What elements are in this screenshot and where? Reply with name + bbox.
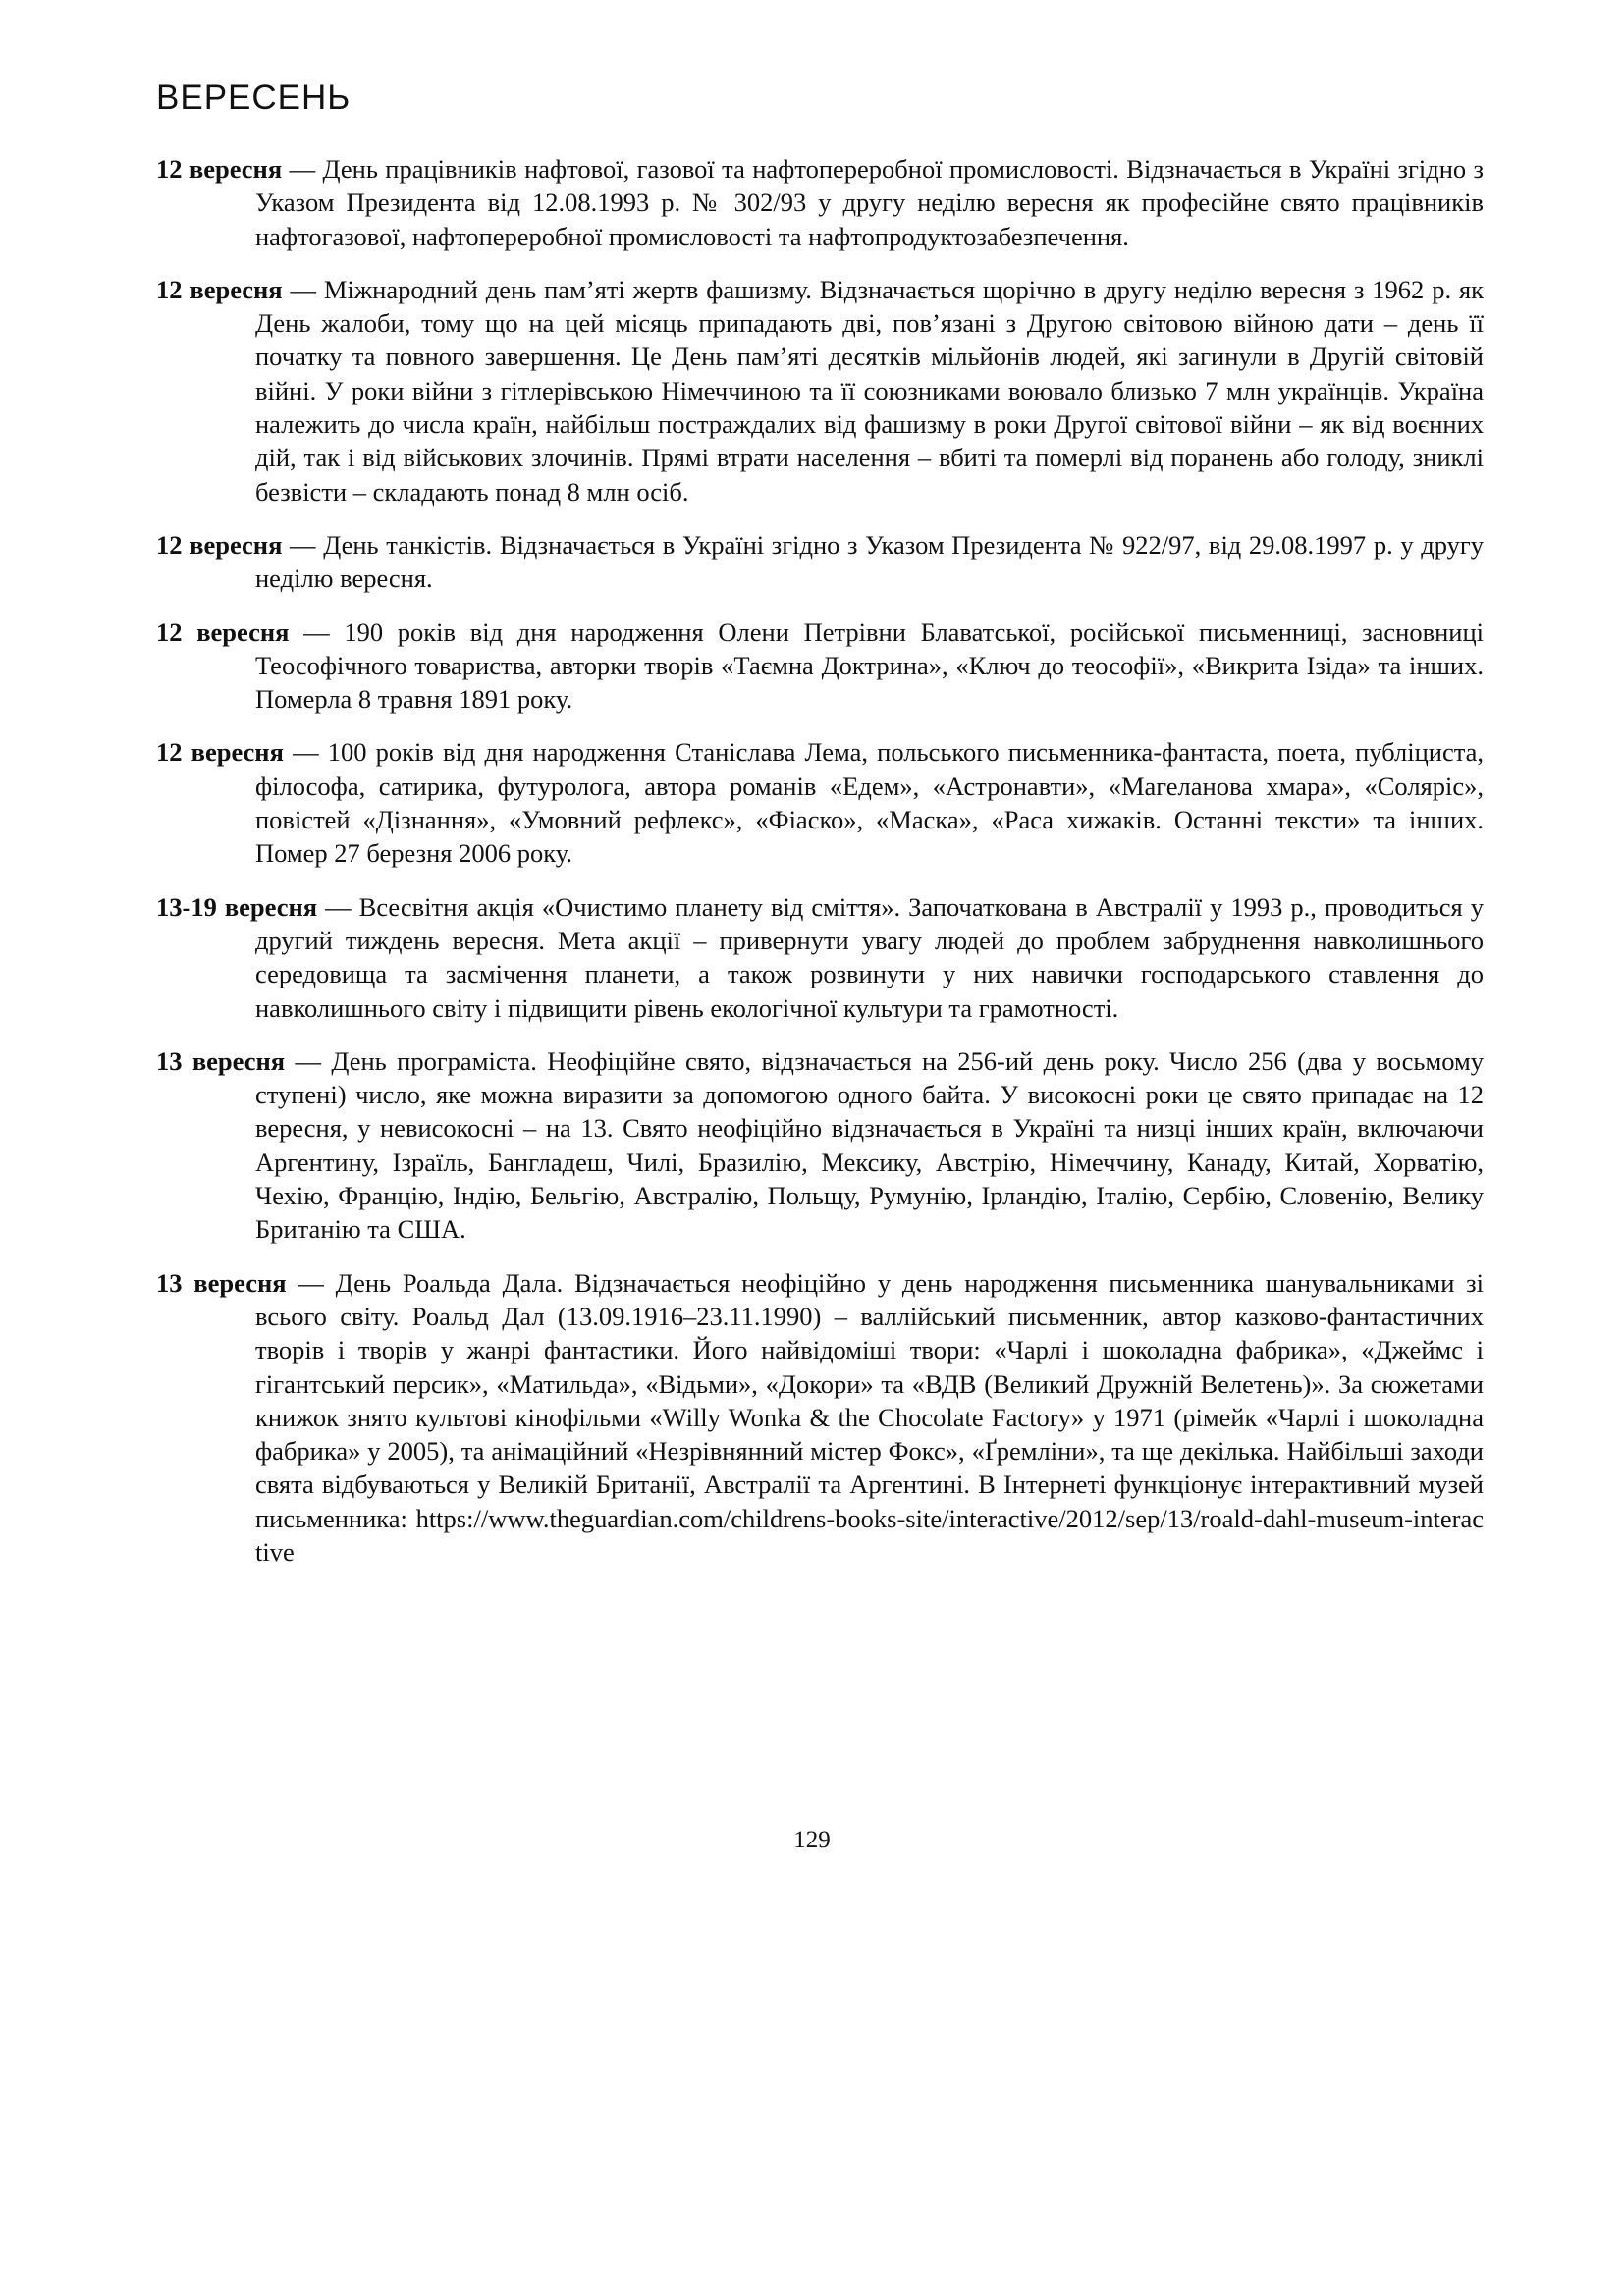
entry-text: — Міжнародний день пам’яті жертв фашизму. Відзначається щорічно в другу неділю вересня з 1962 р. як День жалоби, тому що на цей місяць припадають дві, пов’язані з Другою світовою війною дати – день її початку та повного завершення. Це День пам’яті десятків мільйонів людей, які загинули в Другій світовій війні. У роки війни з гітлерівською Німеччиною та її союзниками воювало близько 7 млн українців. Україна належить до числа країн, найбільш постраждалих від фашизму в роки Другої світової війни – як від воєнних дій, так і від військових злочинів. Прямі втрати населення – вбиті та померлі від поранень або голоду, зниклі безвісти – складають понад 8 млн осіб. [255,274,1485,507]
entry-date: 13-19 вересня [156,891,318,922]
entry-oil-gas-workers-day [156,152,1484,253]
entry-date: 12 вересня [156,274,283,304]
entry-clean-planet-action [156,890,1484,1025]
page-number: 129 [793,1827,831,1853]
entry-date: 12 вересня [156,737,284,768]
entry-text: — 100 років від дня народження Станіслава Лема, польського письменника-фантаста, поета, публіциста, філософа, сатирика, футуролога, автора романів «Едем», «Астронавти», «Магеланова хмара», «Соляріс», повістей «Дізнання», «Умовний рефлекс», «Фіаско», «Маска», «Раса хижаків. Останні тексти» та інших. Помер 27 березня 2006 року. [255,737,1485,869]
month-heading: ВЕРЕСЕНЬ [156,79,352,117]
entry-date: 12 вересня [156,529,283,560]
entry-date: 12 вересня [156,616,290,647]
entry-text: — Всесвітня акція «Очистимо планету від сміття». Започаткована в Австралії у 1993 р., проводиться у другий тиждень вересня. Мета акції – привернути увагу людей до проблем забруднення навколишнього середовища та засмічення планети, а також розвинути у них навички господарського ставлення до навколишнього світу і підвищити рівень екологічної культури та грамотності. [255,891,1484,1023]
entry-roald-dahl-day [156,1266,1484,1570]
entry-text: — День працівників нафтової, газової та нафтопереробної промисловості. Відзначається в Україні згідно з Указом Президента від 12.08.1993 р. № 302/93 у другу неділю вересня як професійне свято працівників нафтогазової, нафтопереробної промисловості та нафтопродуктозабезпечення. [255,154,1485,251]
entry-blavatsky-anniversary [156,615,1484,717]
entry-text: — День програміста. Неофіційне свято, відзначається на 256-ий день року. Число 256 (два у восьмому ступені) число, яке можна виразити за допомогою одного байта. У високосні роки це свято припадає на 12 вересня, у невисокосні – на 13. Свято неофіційно відзначається в Україні та низці інших країн, включаючи Аргентину, Ізраїль, Бангладеш, Чилі, Бразилію, Мексику, Австрію, Німеччину, Канаду, Китай, Хорватію, Чехію, Францію, Індію, Бельгію, Австралію, Польщу, Румунію, Ірландію, Італію, Сербію, Словенію, Велику Британію та США. [255,1045,1484,1245]
entry-text: — День танкістів. Відзначається в Україні згідно з Указом Президента № 922/97, від 29.08.1997 р. у другу неділю вересня. [255,529,1484,594]
entry-fascism-victims-day [156,273,1484,508]
entry-text: — День Роальда Дала. Відзначається неофіційно у день народження письменника шанувальниками зі всього світу. Роальд Дал (13.09.1916–23.11.1990) – валлійський письменник, автор казково-фантастичних творів і творів у жанрі фантастики. Його найвідоміші твори: «Чарлі і шоколадна фабрика», «Джеймс і гігантський персик», «Матильда», «Відьми», «Докори» та «ВДВ (Великий Дружній Велетень)». За сюжетами книжок знято культові кінофільми «Willy Wonka & the Chocolate Factory» у 1971 (рімейк «Чарлі і шоколадна фабрика» у 2005), та анімаційний «Незрівнянний містер Фокс», «Ґремліни», та ще декілька. Найбільші заходи свята відбуваються у Великій Британії, Австралії та Аргентині. В Інтернеті функціонує інтерактивний музей письменника: [255,1267,1485,1533]
entry-date: 12 вересня [156,154,283,184]
museum-link[interactable]: https://www.theguardian.com/childrens-books-site/interactive/2012/sep/13/roald-dahl-museum-interactive [255,1503,1484,1567]
entry-tankmen-day [156,528,1484,596]
entries-list [156,152,1484,1588]
entry-text: — 190 років від дня народження Олени Петрівни Блаватської, російської письменниці, засновниці Теософічного товариства, авторки творів «Таємна Доктрина», «Ключ до теософії», «Викрита Ізіда» та інших. Померла 8 травня 1891 року. [255,616,1484,715]
entry-date: 13 вересня [156,1267,287,1298]
entry-date: 13 вересня [156,1045,286,1076]
entry-lem-anniversary [156,735,1484,870]
entry-programmer-day [156,1044,1484,1247]
